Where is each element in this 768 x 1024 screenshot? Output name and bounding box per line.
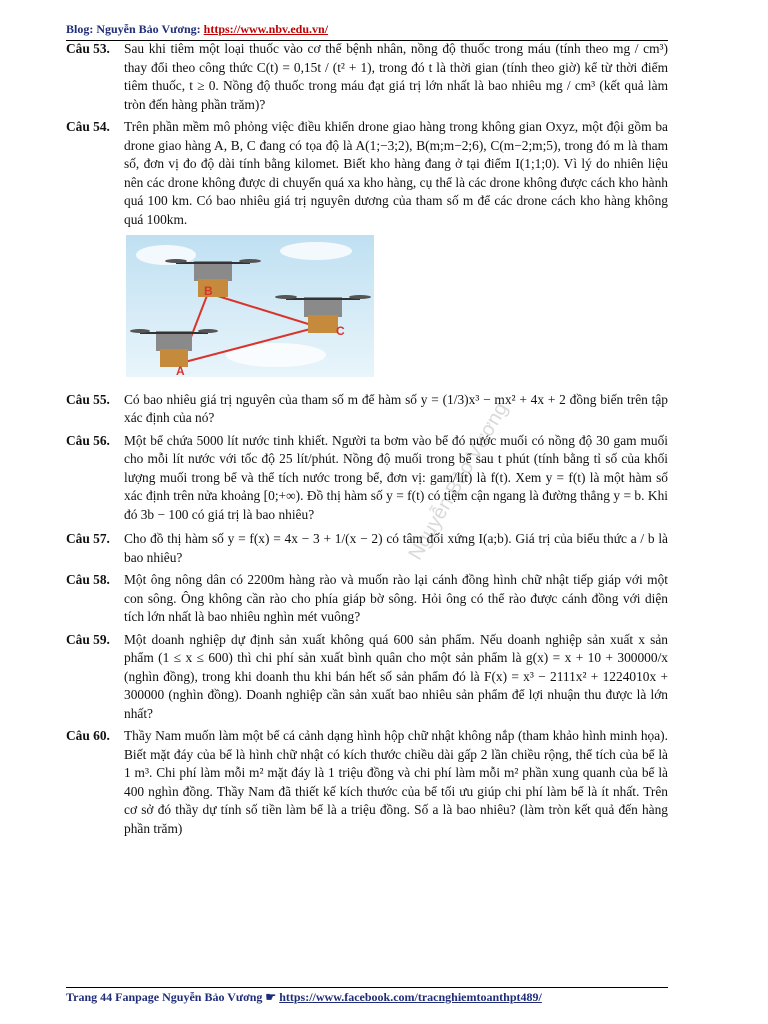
- question-number: Câu 55.: [66, 391, 110, 407]
- question-number: Câu 60.: [66, 728, 110, 743]
- question-53: [66, 40, 668, 114]
- question-54: [66, 118, 668, 229]
- label-b: B: [204, 284, 213, 298]
- label-a: A: [176, 364, 185, 377]
- question-text: Có bao nhiêu giá trị nguyên của tham số m để hàm số y = (1/3)x³ − mx² + 4x + 2 đồng biến trên tập xác định của nó?: [124, 391, 668, 425]
- facebook-link[interactable]: https://www.facebook.com/tracnghiemtoanthpt489/: [279, 990, 542, 1004]
- question-58: [66, 571, 668, 627]
- question-text: Trên phần mềm mô phỏng việc điều khiển drone giao hàng trong không gian Oxyz, một đội gồm ba drone giao hàng A, B, C đang có tọa độ là A(1;−3;2), B(m;m−2;6), C(m−2;m;5), trong đó m là tham số, đơn vị đo độ dài tính bằng kilomet. Biết kho hàng đang ở tại điểm I(1;1;0). Vì lý do nhiên liệu nên các drone không được di chuyển quá xa kho hàng, cụ thể là các drone không được cách kho hành quá 100 km. Có bao nhiêu giá trị nguyên dương của tham số m để các drone cách kho hàng không quá 100km.: [124, 119, 668, 227]
- questions-content: [66, 38, 668, 838]
- question-59: [66, 631, 668, 724]
- blog-label: Blog: Nguyễn Bảo Vương:: [66, 22, 201, 36]
- watermark: Nguyễn Bảo Vương: [404, 398, 513, 564]
- page-header: [66, 22, 706, 37]
- footer-rule: [66, 987, 668, 988]
- drone-illustration: [126, 235, 374, 377]
- question-60: [66, 727, 668, 838]
- footer-prefix: Trang 44 Fanpage Nguyễn Bảo Vương ☛: [66, 990, 277, 1004]
- question-number: Câu 58.: [66, 572, 110, 587]
- label-c: C: [336, 324, 345, 338]
- page-footer: [66, 990, 706, 1005]
- question-text: Cho đồ thị hàm số y = f(x) = 4x − 3 + 1/(x − 2) có tâm đối xứng I(a;b). Giá trị của biểu thức a / b là bao nhiêu?: [124, 531, 668, 565]
- question-number: Câu 53.: [66, 41, 110, 56]
- question-number: Câu 57.: [66, 531, 110, 546]
- question-text: Một doanh nghiệp dự định sản xuất không quá 600 sản phẩm. Nếu doanh nghiệp sản xuất x sản phẩm (1 ≤ x ≤ 600) thì chi phí sản xuất bình quân cho một sản phẩm là g(x) = x + 10 + 300000/x (nghìn đồng), trong khi doanh thu khi bán hết số sản phẩm đó là F(x) = x³ − 2111x² + 1224010x + 300000 (nghìn đồng). Doanh nghiệp cần sản xuất bao nhiêu sản phẩm để lợi nhuận thu được là lớn nhất?: [124, 631, 668, 721]
- question-text: Thầy Nam muốn làm một bể cá cảnh dạng hình hộp chữ nhật không nắp (tham khảo hình minh họa). Biết mặt đáy của bể là hình chữ nhật có kích thước chiều dài gấp 2 lần chiều rộng, thể tích của bể là 1 m³. Chi phí làm mỗi m² mặt đáy là 1 triệu đồng và chi phí làm mỗi m² phần xung quanh của bể là 400 nghìn đồng. Thầy Nam đã thiết kế kích thước của bể tối ưu giúp chi phí làm bể là ít nhất. Trên cơ sở đó thầy dự tính số tiền làm bể là a triệu đồng. Số a là bao nhiêu? (làm tròn kết quả đến hàng phần trăm): [124, 728, 668, 836]
- question-number: Câu 56.: [66, 432, 110, 448]
- question-55: [66, 391, 668, 428]
- question-56: [66, 432, 668, 525]
- question-text: Sau khi tiêm một loại thuốc vào cơ thể bệnh nhân, nồng độ thuốc trong máu (tính theo mg / cm³) thay đổi theo công thức C(t) = 0,15t / (t² + 1), trong đó t là thời gian (tính theo giờ) kể từ thời điểm tiêm thuốc, t ≥ 0. Nồng độ thuốc trong máu đạt giá trị lớn nhất là bao nhiêu mg / cm³ (kết quả làm tròn đến hàng phần trăm)?: [124, 41, 668, 112]
- question-number: Câu 54.: [66, 119, 110, 134]
- question-text: Một bể chứa 5000 lít nước tinh khiết. Người ta bơm vào bể đó nước muối có nồng độ 30 gam muối cho mỗi lít nước với tốc độ 25 lít/phút. Nồng độ muối trong bể sau t phút (tính bằng tỉ số của khối lượng muối trong bể và thể tích nước trong bể, đơn vị: gam/lít) là f(t). Xem y = f(t) là một hàm số xác định trên nửa khoảng [0;+∞). Đồ thị hàm số y = f(t) có tiệm cận ngang là đường thẳng y = b. Khi đó 3b − 100 có giá trị là bao nhiêu?: [124, 432, 668, 522]
- blog-link[interactable]: https://www.nbv.edu.vn/: [203, 22, 329, 36]
- question-text: Một ông nông dân có 2200m hàng rào và muốn rào lại cánh đồng hình chữ nhật tiếp giáp với một con sông. Ông không cần rào cho phía giáp bờ sông. Hỏi ông có thể rào được cánh đồng với diện tích lớn nhất là bao nhiêu nghìn mét vuông?: [124, 572, 668, 624]
- question-number: Câu 59.: [66, 631, 110, 647]
- question-57: [66, 530, 668, 567]
